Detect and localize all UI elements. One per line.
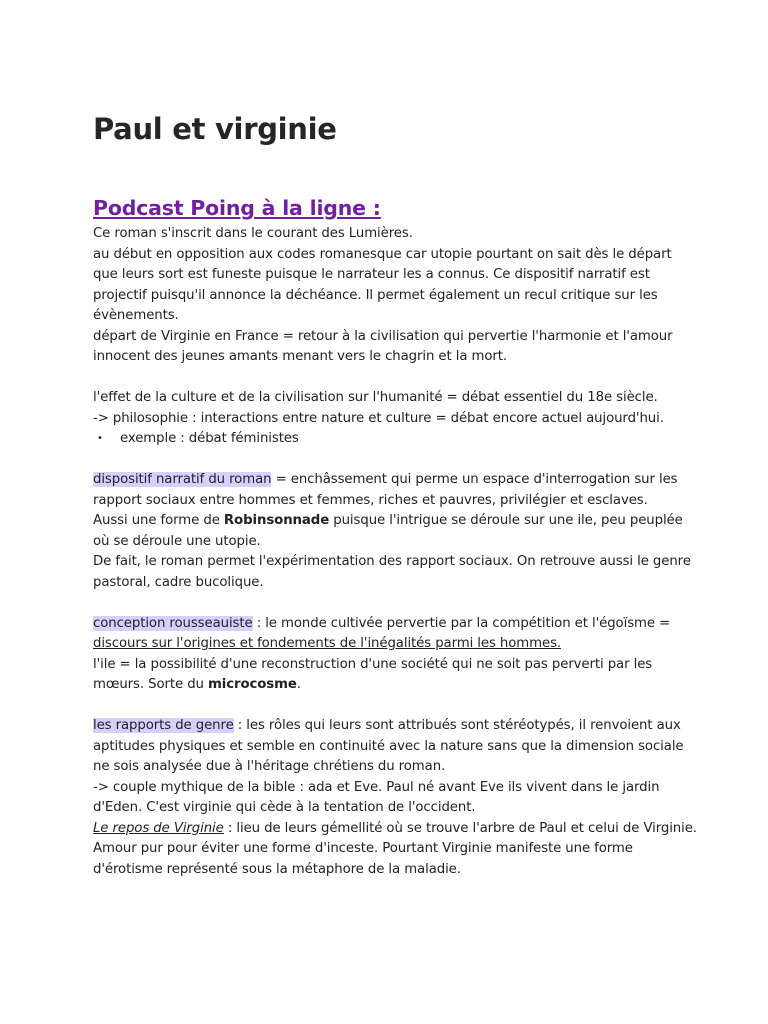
highlighted-term: dispositif narratif du roman bbox=[93, 472, 272, 487]
text-line bbox=[93, 716, 693, 737]
text-span: : les rôles qui leurs sont attribués sont stéréotypés, il renvoient aux bbox=[233, 718, 681, 733]
text-line: ne sois analysée due à l'héritage chrétiens du roman. bbox=[93, 759, 446, 774]
bold-term: Robinsonnade bbox=[223, 513, 330, 528]
paragraph-culture bbox=[93, 388, 693, 450]
underlined-line: discours sur l'origines et fondements de l'inégalités parmi les hommes. bbox=[93, 636, 562, 651]
section-heading: Podcast Poing à la ligne : bbox=[93, 196, 381, 220]
text-span: : lieu de leurs gémellité où se trouve l'arbre de Paul et celui de Virginie. bbox=[223, 820, 697, 836]
text-line: innocent des jeunes amants menant vers le chagrin et la mort. bbox=[93, 349, 508, 364]
text-line: d'Eden. C'est virginie qui cède à la tentation de l'occident. bbox=[93, 800, 476, 815]
text-span: mœurs. Sorte du bbox=[93, 677, 208, 692]
text-line: où se déroule une utopie. bbox=[93, 533, 261, 549]
text-line: Amour pur pour éviter une forme d'inceste. Pourtant Virginie manifeste une forme bbox=[93, 841, 633, 856]
text-line: l'ile = la possibilité d'une reconstruction d'une société qui ne soit pas perverti par les bbox=[93, 656, 653, 672]
text-line bbox=[93, 819, 697, 840]
paragraph-intro bbox=[93, 224, 693, 368]
bullet-list-item bbox=[93, 429, 693, 450]
text-line: évènements. bbox=[93, 308, 179, 323]
highlighted-term: conception rousseauiste bbox=[93, 615, 253, 631]
bullet-icon: • bbox=[97, 433, 103, 444]
paragraph-gap bbox=[93, 696, 693, 717]
text-span: Aussi une forme de bbox=[93, 513, 224, 528]
document-body bbox=[93, 224, 697, 880]
text-line: Ce roman s'inscrit dans le courant des Lumières. bbox=[93, 226, 413, 241]
text-line bbox=[93, 614, 693, 635]
text-span: . bbox=[296, 677, 301, 692]
highlighted-term: les rapports de genre bbox=[93, 718, 234, 733]
paragraph-gap bbox=[93, 450, 693, 471]
italic-title: Le repos de Virginie bbox=[93, 820, 224, 836]
text-line: départ de Virginie en France = retour à la civilisation qui pervertie l'harmonie et l'amour bbox=[93, 328, 673, 344]
text-line: De fait, le roman permet l'expérimentation des rapport sociaux. On retrouve aussi le genre bbox=[93, 554, 691, 569]
text-line: l'effet de la culture et de la civilisation sur l'humanité = débat essentiel du 18e siècle. bbox=[93, 390, 658, 405]
paragraph-genre bbox=[93, 716, 697, 880]
paragraph-rousseau bbox=[93, 614, 693, 696]
page-title: Paul et virginie bbox=[93, 112, 337, 146]
text-line: rapport sociaux entre hommes et femmes, riches et pauvres, privilégier et esclaves. bbox=[93, 492, 648, 508]
text-line: que leurs sort est funeste puisque le narrateur les a connus. Ce dispositif narratif est bbox=[93, 267, 650, 282]
text-line: pastoral, cadre bucolique. bbox=[93, 574, 264, 590]
text-line bbox=[93, 675, 693, 696]
text-line bbox=[93, 511, 693, 532]
text-line: aptitudes physiques et semble en continuité avec la nature sans que la dimension sociale bbox=[93, 738, 684, 754]
paragraph-gap bbox=[93, 368, 693, 389]
bullet-text: exemple : débat féministes bbox=[120, 431, 299, 446]
bold-term: microcosme bbox=[208, 677, 297, 692]
text-line bbox=[93, 470, 693, 491]
text-line: d'érotisme représenté sous la métaphore de la maladie. bbox=[93, 861, 461, 877]
text-line: au début en opposition aux codes romanesque car utopie pourtant on sait dès le départ bbox=[93, 246, 672, 262]
text-line: -> couple mythique de la bible : ada et Eve. Paul né avant Eve ils vivent dans le jardin bbox=[93, 779, 660, 795]
text-span: puisque l'intrigue se déroule sur une ile, peu peuplée bbox=[329, 513, 683, 528]
text-span: : le monde cultivée pervertie par la compétition et l'égoïsme = bbox=[252, 615, 671, 631]
text-line: projectif puisqu'il annonce la déchéance. Il permet également un recul critique sur les bbox=[93, 287, 658, 303]
text-span: = enchâssement qui perme un espace d'interrogation sur les bbox=[271, 472, 678, 487]
text-line: -> philosophie : interactions entre nature et culture = débat encore actuel aujourd'hui. bbox=[93, 410, 664, 426]
paragraph-gap bbox=[93, 593, 693, 614]
paragraph-dispositif bbox=[93, 470, 693, 593]
